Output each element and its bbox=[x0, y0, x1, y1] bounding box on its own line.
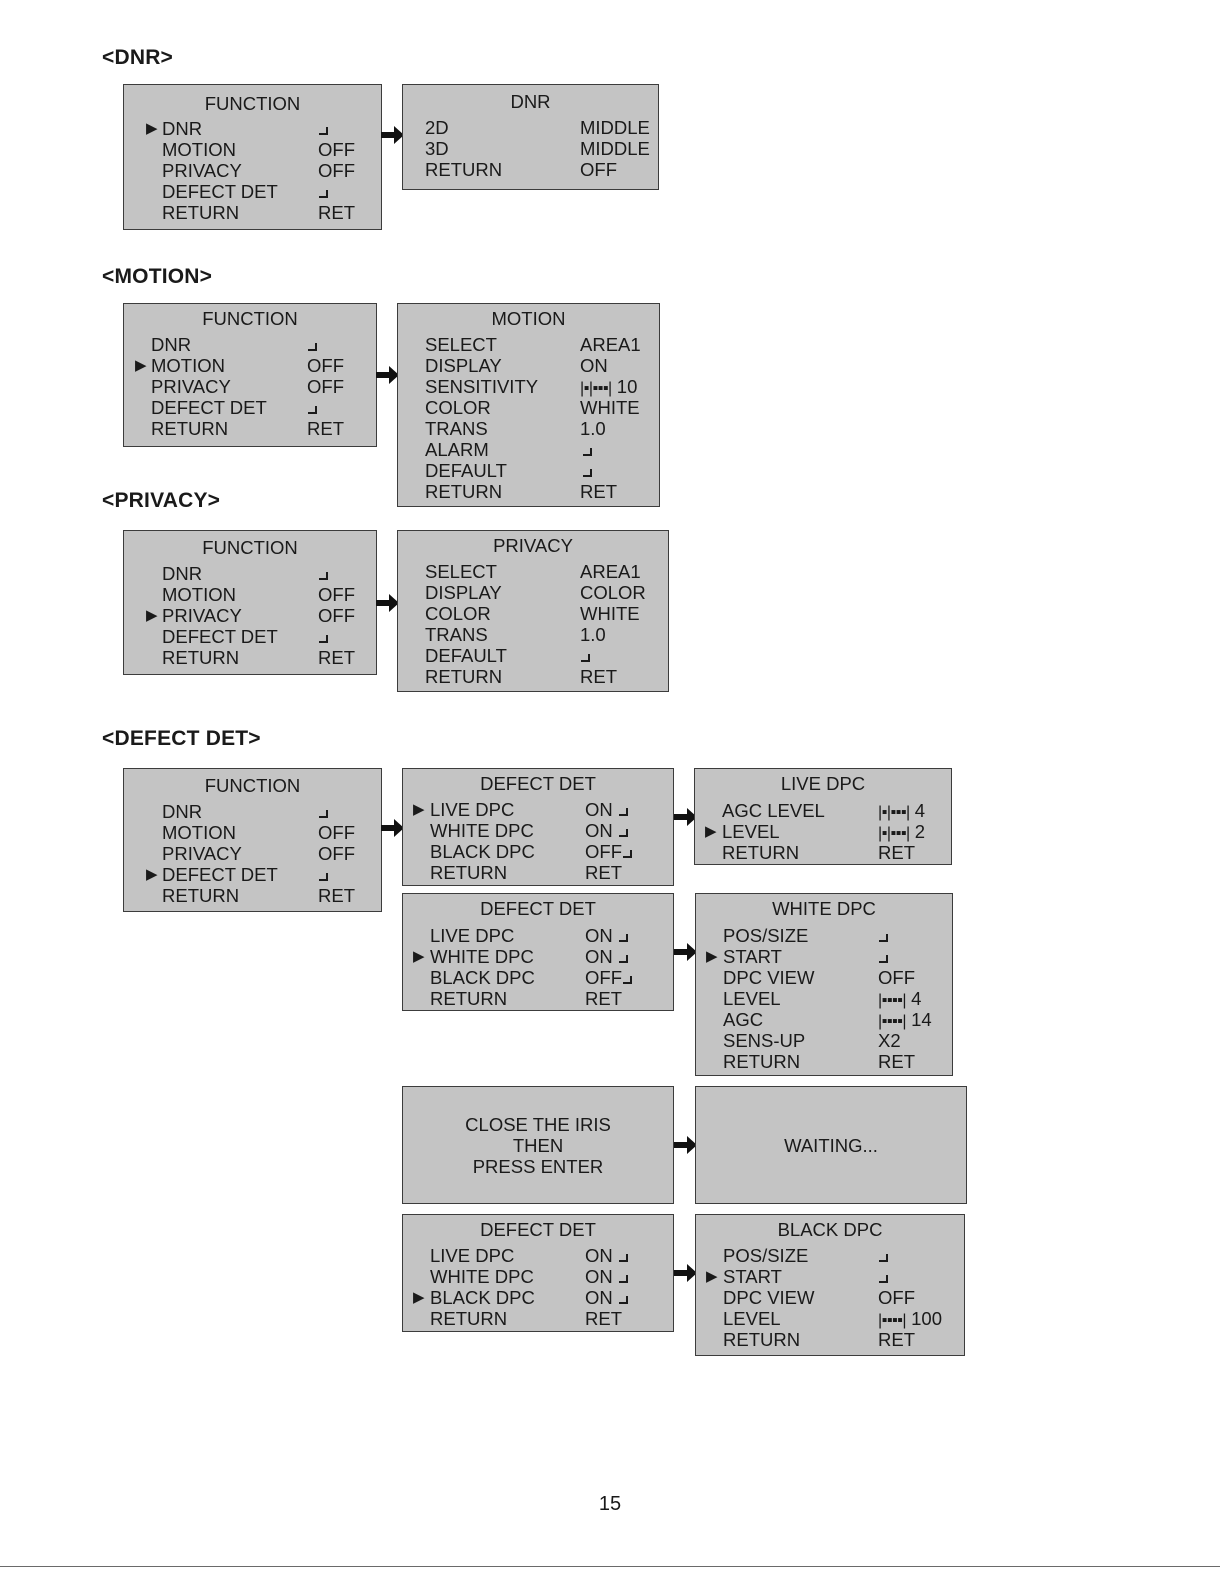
menu-item-return[interactable]: RETURN RET bbox=[430, 862, 622, 883]
menu-item-motion[interactable]: MOTION OFF bbox=[162, 822, 355, 843]
menu-item-privacy[interactable]: PRIVACY OFF bbox=[162, 160, 355, 181]
enter-icon bbox=[307, 403, 318, 415]
menu-item-return[interactable]: RETURN RET bbox=[425, 666, 617, 687]
menu-item-return[interactable]: RETURN OFF bbox=[425, 159, 617, 180]
cursor-arrow-icon: ▶ bbox=[705, 823, 717, 840]
menu-item-return[interactable]: RETURN RET bbox=[430, 1308, 622, 1329]
menu-item-default[interactable]: DEFAULT bbox=[398, 460, 659, 481]
menu-item-start[interactable]: ▶ START bbox=[696, 946, 952, 967]
motion-menu bbox=[397, 303, 660, 507]
function-menu-defect-det bbox=[123, 768, 382, 912]
menu-item-live-dpc[interactable]: LIVE DPC ON bbox=[403, 925, 673, 946]
section-heading-defect-det: <DEFECT DET> bbox=[102, 727, 261, 750]
menu-item-trans[interactable]: TRANS 1.0 bbox=[425, 418, 606, 439]
menu-item-return[interactable]: RETURN RET bbox=[162, 885, 355, 906]
live-dpc-menu bbox=[694, 768, 952, 865]
menu-item-alarm[interactable]: ALARM bbox=[398, 439, 659, 460]
menu-item-return[interactable]: RETURN RET bbox=[430, 988, 622, 1009]
menu-item-white-dpc[interactable]: WHITE DPC ON bbox=[403, 1266, 673, 1287]
cursor-arrow-icon: ▶ bbox=[146, 120, 158, 137]
function-menu-privacy bbox=[123, 530, 377, 675]
enter-icon bbox=[618, 1251, 629, 1263]
menu-item-pos-size[interactable]: POS/SIZE bbox=[696, 1245, 964, 1266]
menu-item-dnr[interactable]: DNR bbox=[124, 563, 376, 584]
menu-item-display[interactable]: DISPLAY ON bbox=[425, 355, 608, 376]
cursor-arrow-icon: ▶ bbox=[706, 1268, 718, 1285]
enter-icon bbox=[318, 807, 329, 819]
menu-item-return[interactable]: RETURN RET bbox=[722, 842, 915, 863]
menu-item-return[interactable]: RETURN RET bbox=[162, 202, 355, 223]
enter-icon bbox=[618, 826, 629, 838]
privacy-menu bbox=[397, 530, 669, 692]
menu-item-level[interactable]: ▶ LEVEL |▪|▪▪▪| 2 bbox=[705, 821, 926, 842]
cursor-arrow-icon: ▶ bbox=[413, 801, 425, 818]
menu-title: WHITE DPC bbox=[772, 898, 876, 919]
section-heading-privacy: <PRIVACY> bbox=[102, 489, 221, 512]
enter-icon bbox=[582, 445, 593, 457]
cursor-arrow-icon: ▶ bbox=[413, 948, 425, 965]
menu-item-return[interactable]: RETURN RET bbox=[162, 647, 355, 668]
enter-icon bbox=[618, 931, 629, 943]
black-dpc-menu bbox=[695, 1214, 965, 1356]
cursor-arrow-icon: ▶ bbox=[413, 1289, 425, 1306]
waiting-text: WAITING... bbox=[784, 1135, 878, 1156]
enter-icon bbox=[622, 847, 633, 859]
level-bar: |▪|▪▪▪| bbox=[878, 804, 910, 821]
white-dpc-menu bbox=[695, 893, 953, 1076]
menu-item-display[interactable]: DISPLAY COLOR bbox=[425, 582, 646, 603]
menu-item-dnr[interactable]: DNR bbox=[124, 801, 381, 822]
menu-title: FUNCTION bbox=[204, 93, 301, 114]
menu-item-return[interactable]: RETURN RET bbox=[425, 481, 617, 502]
menu-item-defect-det[interactable]: DEFECT DET bbox=[124, 181, 381, 202]
menu-item-privacy[interactable]: PRIVACY OFF bbox=[151, 376, 344, 397]
defect-det-menu-white bbox=[402, 893, 674, 1011]
enter-icon bbox=[318, 632, 329, 644]
menu-item-agc[interactable]: AGC |▪▪▪▪| 14 bbox=[723, 1009, 932, 1030]
menu-title: MOTION bbox=[491, 308, 566, 329]
menu-title: PRIVACY bbox=[493, 535, 573, 556]
menu-item-live-dpc[interactable]: LIVE DPC ON bbox=[403, 1245, 673, 1266]
menu-title: DEFECT DET bbox=[480, 1219, 596, 1240]
function-menu-dnr bbox=[123, 84, 382, 230]
level-bar: |▪▪▪▪| bbox=[878, 992, 906, 1009]
menu-item-select[interactable]: SELECT AREA1 bbox=[425, 561, 641, 582]
cursor-arrow-icon: ▶ bbox=[146, 607, 158, 624]
defect-det-menu-live bbox=[402, 768, 674, 886]
menu-title: FUNCTION bbox=[202, 308, 298, 329]
menu-item-defect-det[interactable]: DEFECT DET bbox=[124, 626, 376, 647]
defect-det-menu-black bbox=[402, 1214, 674, 1332]
enter-icon bbox=[307, 340, 318, 352]
menu-item-black-dpc[interactable]: BLACK DPC OFF bbox=[403, 967, 673, 988]
enter-icon bbox=[318, 187, 329, 199]
cursor-arrow-icon: ▶ bbox=[135, 357, 147, 374]
enter-icon bbox=[318, 870, 329, 882]
menu-item-3d[interactable]: 3D MIDDLE bbox=[425, 138, 650, 159]
menu-item-color[interactable]: COLOR WHITE bbox=[425, 397, 640, 418]
menu-item-motion[interactable]: MOTION OFF bbox=[162, 139, 355, 160]
cursor-arrow-icon: ▶ bbox=[146, 866, 158, 883]
menu-item-return[interactable]: RETURN RET bbox=[151, 418, 344, 439]
menu-item-motion[interactable]: ▶ MOTION OFF bbox=[135, 355, 344, 376]
menu-item-privacy[interactable]: PRIVACY OFF bbox=[162, 843, 355, 864]
enter-icon bbox=[582, 466, 593, 478]
enter-icon bbox=[580, 651, 591, 663]
enter-icon bbox=[878, 1272, 889, 1284]
menu-item-pos-size[interactable]: POS/SIZE bbox=[696, 925, 952, 946]
menu-item-dpc-view[interactable]: DPC VIEW OFF bbox=[723, 967, 915, 988]
enter-icon bbox=[618, 805, 629, 817]
enter-icon bbox=[622, 973, 633, 985]
enter-icon bbox=[878, 931, 889, 943]
menu-item-return[interactable]: RETURN RET bbox=[723, 1329, 915, 1350]
menu-item-live-dpc[interactable]: ▶ LIVE DPC ON bbox=[403, 799, 673, 820]
menu-item-motion[interactable]: MOTION OFF bbox=[162, 584, 355, 605]
close-iris-message-box bbox=[402, 1086, 674, 1204]
message-line-1: CLOSE THE IRIS bbox=[465, 1114, 611, 1135]
message-line-2: THEN bbox=[512, 1135, 564, 1156]
menu-item-level[interactable]: LEVEL |▪▪▪▪| 4 bbox=[723, 988, 922, 1009]
enter-icon bbox=[618, 1293, 629, 1305]
menu-item-default[interactable]: DEFAULT bbox=[398, 645, 668, 666]
menu-item-trans[interactable]: TRANS 1.0 bbox=[425, 624, 606, 645]
menu-item-black-dpc[interactable]: BLACK DPC OFF bbox=[403, 841, 673, 862]
menu-item-defect-det[interactable]: ▶ DEFECT DET bbox=[124, 864, 381, 885]
enter-icon bbox=[878, 952, 889, 964]
level-bar: |▪|▪▪▪| bbox=[580, 380, 612, 397]
section-heading-motion: <MOTION> bbox=[102, 265, 213, 288]
menu-title: DEFECT DET bbox=[480, 773, 596, 794]
function-menu-motion bbox=[123, 303, 377, 447]
menu-item-agc-level[interactable]: AGC LEVEL |▪|▪▪▪| 4 bbox=[722, 800, 926, 821]
enter-icon bbox=[878, 1251, 889, 1263]
menu-title: DEFECT DET bbox=[480, 898, 596, 919]
menu-item-privacy[interactable]: ▶ PRIVACY OFF bbox=[146, 605, 355, 626]
cursor-arrow-icon: ▶ bbox=[706, 948, 718, 965]
menu-item-level[interactable]: LEVEL |▪▪▪▪| 100 bbox=[723, 1308, 943, 1329]
menu-item-white-dpc[interactable]: ▶ WHITE DPC ON bbox=[403, 946, 673, 967]
footer-divider bbox=[0, 1566, 1220, 1567]
menu-title: FUNCTION bbox=[202, 537, 298, 558]
menu-title: LIVE DPC bbox=[780, 773, 866, 794]
menu-item-dnr[interactable]: ▶ DNR bbox=[124, 118, 381, 139]
dnr-menu bbox=[402, 84, 659, 190]
level-bar: |▪▪▪▪| bbox=[878, 1312, 906, 1329]
menu-title: FUNCTION bbox=[204, 775, 301, 796]
menu-item-select[interactable]: SELECT AREA1 bbox=[425, 334, 641, 355]
menu-item-dnr[interactable]: DNR bbox=[124, 334, 376, 355]
menu-item-white-dpc[interactable]: WHITE DPC ON bbox=[403, 820, 673, 841]
menu-item-2d[interactable]: 2D MIDDLE bbox=[425, 117, 650, 138]
menu-title: DNR bbox=[510, 91, 551, 112]
section-heading-dnr: <DNR> bbox=[102, 46, 174, 69]
enter-icon bbox=[318, 569, 329, 581]
level-bar: |▪▪▪▪| bbox=[878, 1013, 906, 1030]
enter-icon bbox=[618, 952, 629, 964]
level-bar: |▪|▪▪▪| bbox=[878, 825, 910, 842]
page-number: 15 bbox=[598, 1493, 622, 1515]
menu-item-dpc-view[interactable]: DPC VIEW OFF bbox=[723, 1287, 915, 1308]
menu-item-color[interactable]: COLOR WHITE bbox=[425, 603, 640, 624]
enter-icon bbox=[318, 124, 329, 136]
menu-item-start[interactable]: ▶ START bbox=[696, 1266, 964, 1287]
enter-icon bbox=[618, 1272, 629, 1284]
menu-item-black-dpc[interactable]: ▶ BLACK DPC ON bbox=[403, 1287, 673, 1308]
menu-item-return[interactable]: RETURN RET bbox=[723, 1051, 915, 1072]
menu-item-defect-det[interactable]: DEFECT DET bbox=[124, 397, 376, 418]
menu-title: BLACK DPC bbox=[777, 1219, 883, 1240]
waiting-message-box bbox=[695, 1086, 967, 1204]
message-line-3: PRESS ENTER bbox=[472, 1156, 604, 1177]
menu-item-sens-up[interactable]: SENS-UP X2 bbox=[723, 1030, 901, 1051]
menu-item-sensitivity[interactable]: SENSITIVITY |▪|▪▪▪| 10 bbox=[425, 376, 638, 397]
